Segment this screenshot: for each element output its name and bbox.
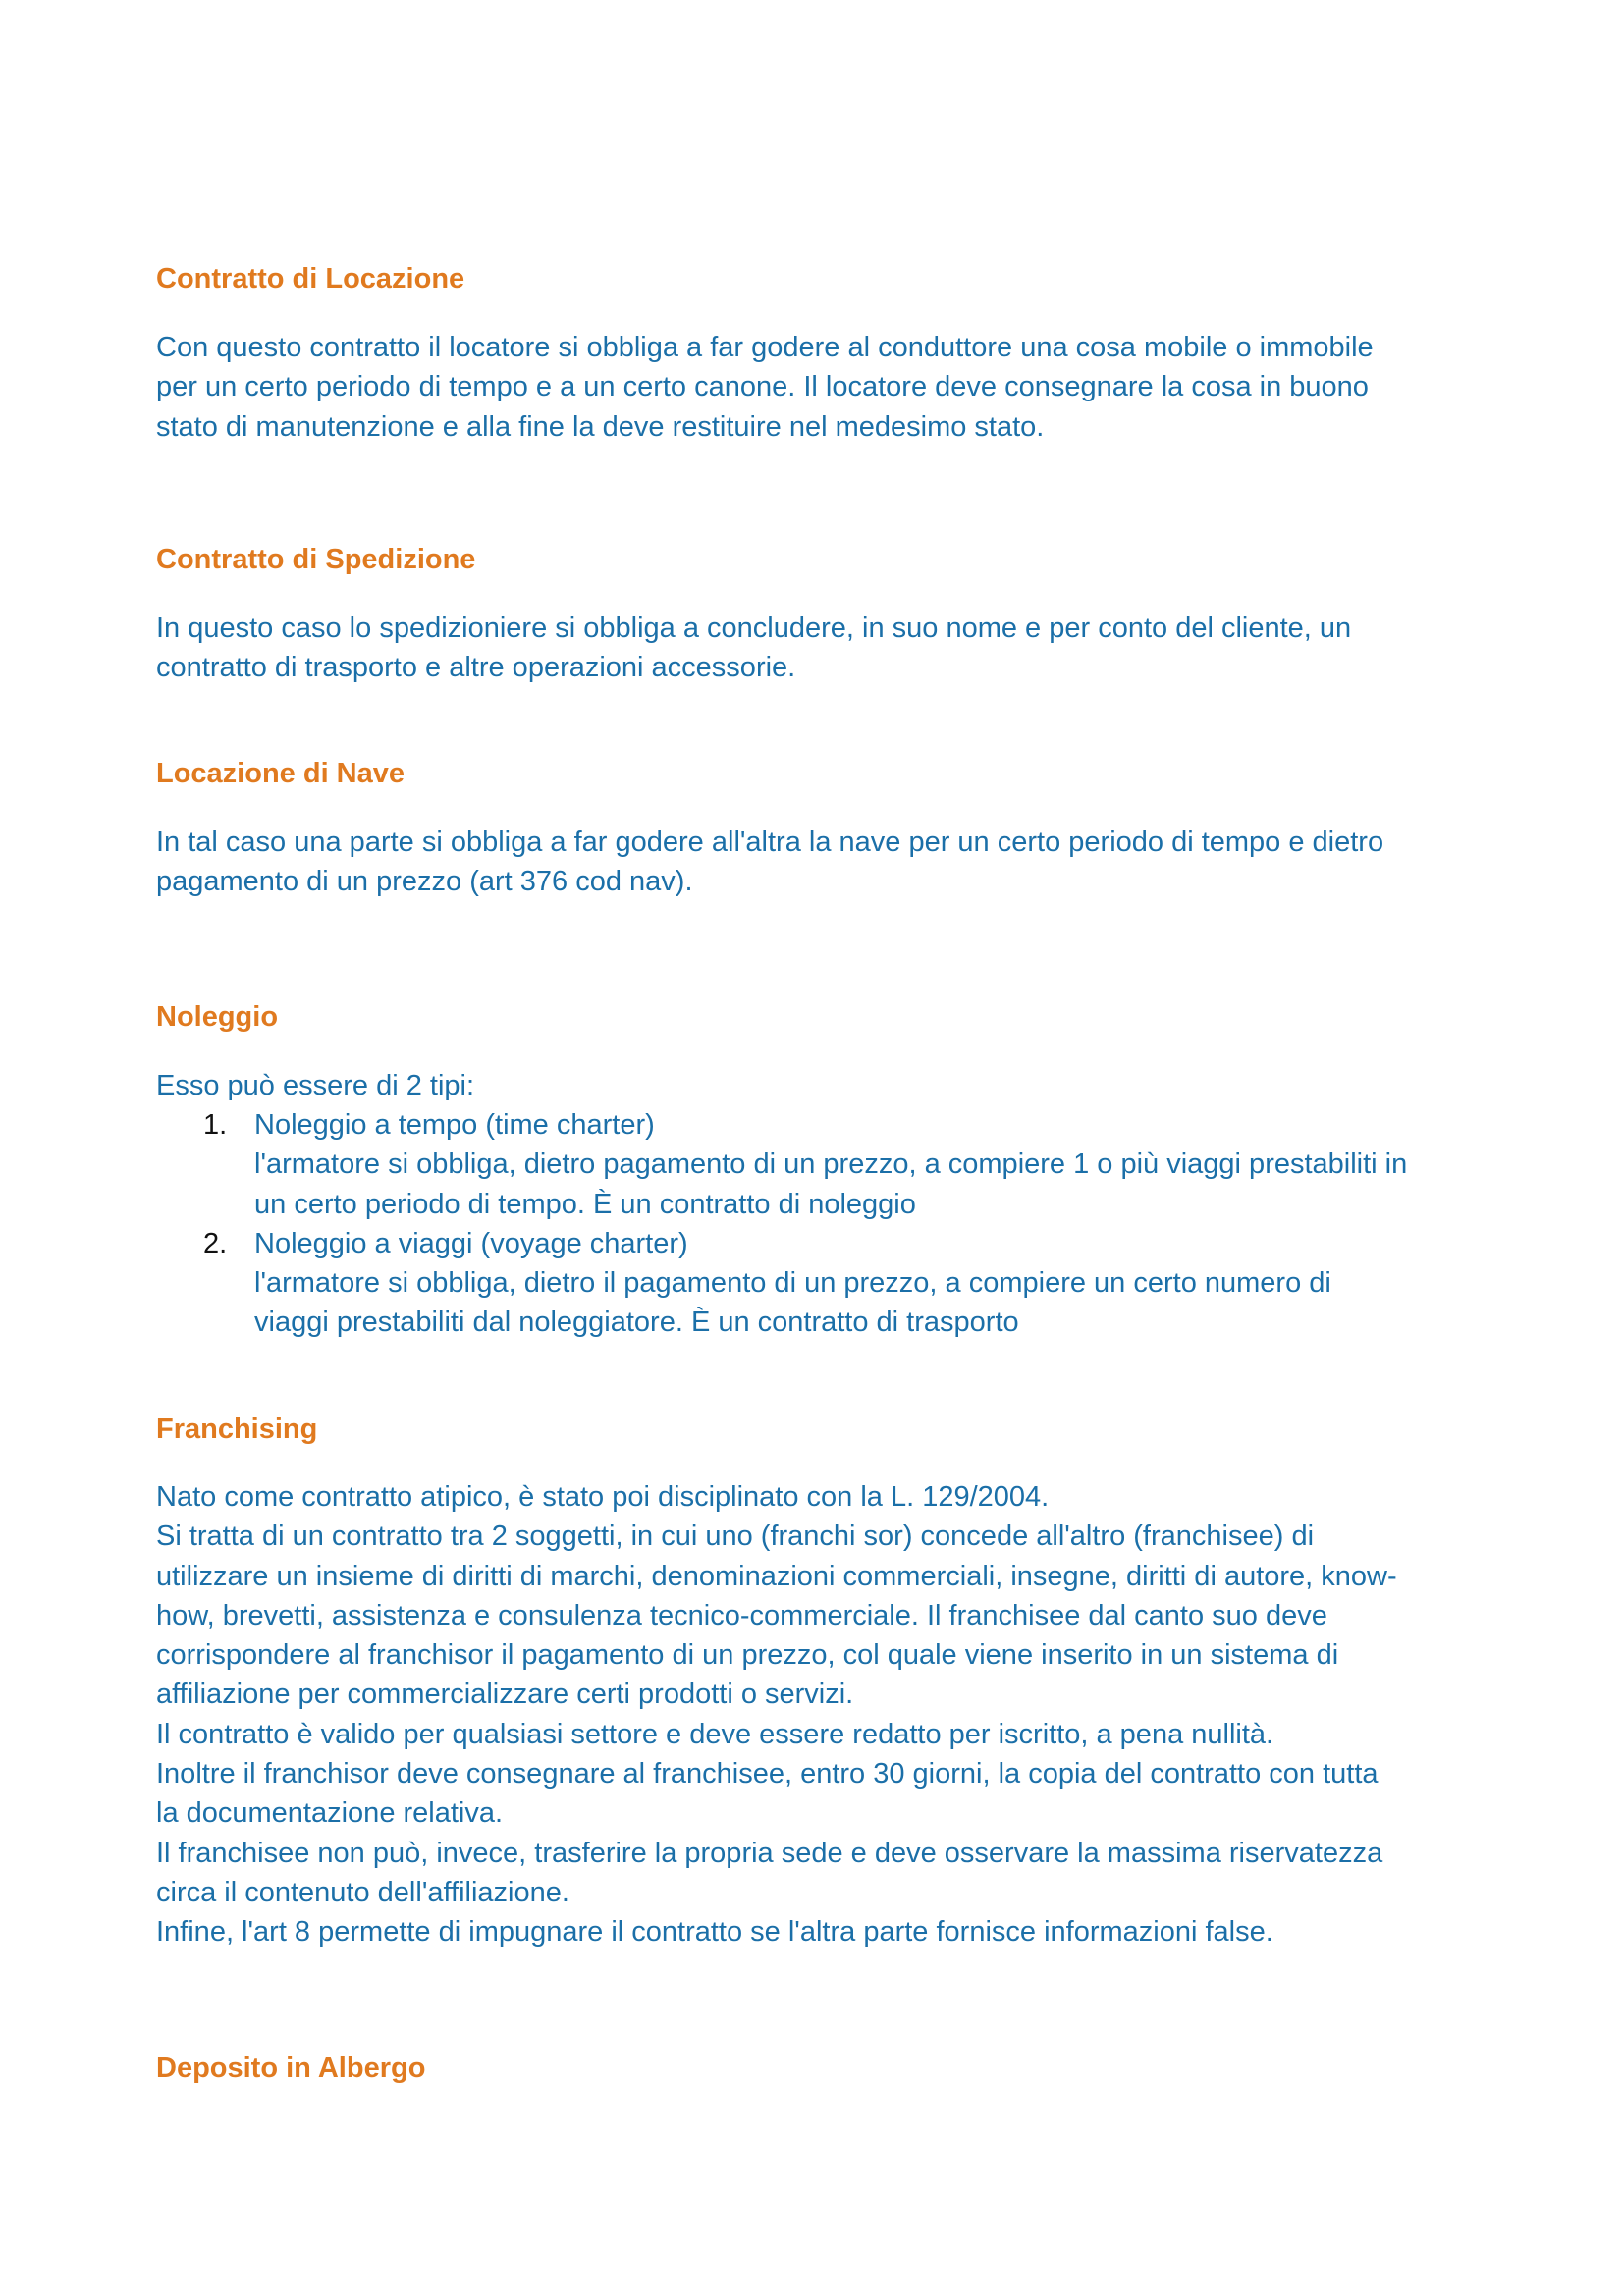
list-item-title: Noleggio a viaggi (voyage charter) xyxy=(254,1227,688,1259)
list-item-body: l'armatore si obbliga, dietro il pagamento di un prezzo, a compiere un certo numero di viaggi prestabiliti dal noleggiatore. È un contratto di trasporto xyxy=(254,1267,1331,1339)
noleggio-list xyxy=(156,1105,1407,1343)
list-item-number: 2. xyxy=(203,1227,228,1259)
list-item xyxy=(156,1224,1407,1343)
list-item-body: l'armatore si obbliga, dietro pagamento di un prezzo, a compiere 1 o più viaggi prestabiliti in un certo periodo di tempo. È un contratto di noleggio xyxy=(254,1148,1408,1220)
paragraph-contratto-spedizione: In questo caso lo spedizioniere si obbliga a concludere, in suo nome e per conto del cliente, un contratto di trasporto e altre operazioni accessorie. xyxy=(156,613,1352,684)
paragraph-franchising: Nato come contratto atipico, è stato poi disciplinato con la L. 129/2004. Si tratta di un contratto tra 2 soggetti, in cui uno (franchi sor) concede all'altro (franchisee) di utilizzare un insieme di diritti di marchi, denominazioni commerciali, insegne, diritti di autore, know- how, brevetti, assistenza e consulenza tecnico-commerciale. Il franchisee dal canto suo deve corrispondere al franchisor il pagamento di un prezzo, col quale viene inserito in un sistema di affiliazione per commercializzare certi prodotti o servizi. Il contratto è valido per qualsiasi settore e deve essere redatto per iscritto, a pena nullità. Inoltre il franchisor deve consegnare al franchisee, entro 30 giorni, la copia del contratto con tutta la documentazione relativa. Il franchisee non può, invece, trasferire la propria sede e deve osservare la massima riservatezza circa il contenuto dell'affiliazione. Infine, l'art 8 permette di impugnare il contratto se l'altra parte fornisce informazioni false. xyxy=(156,1481,1397,1949)
heading-noleggio: Noleggio xyxy=(156,1001,279,1033)
heading-locazione-nave: Locazione di Nave xyxy=(156,758,406,789)
list-item xyxy=(156,1105,1407,1224)
heading-contratto-spedizione: Contratto di Spedizione xyxy=(156,544,476,575)
heading-franchising: Franchising xyxy=(156,1414,318,1445)
paragraph-locazione-nave: In tal caso una parte si obbliga a far godere all'altra la nave per un certo periodo di tempo e dietro pagamento di un prezzo (art 376 cod nav). xyxy=(156,827,1384,898)
heading-contratto-locazione: Contratto di Locazione xyxy=(156,263,465,294)
heading-deposito-albergo: Deposito in Albergo xyxy=(156,2053,426,2084)
paragraph-noleggio-intro: Esso può essere di 2 tipi: xyxy=(156,1070,475,1101)
list-item-number: 1. xyxy=(203,1109,228,1141)
paragraph-contratto-locazione: Con questo contratto il locatore si obbliga a far godere al conduttore una cosa mobile o immobile per un certo periodo di tempo e a un certo canone. Il locatore deve consegnare la cosa in buono stato di manutenzione e alla fine la deve restituire nel medesimo stato. xyxy=(156,332,1374,443)
list-item-title: Noleggio a tempo (time charter) xyxy=(254,1109,655,1141)
